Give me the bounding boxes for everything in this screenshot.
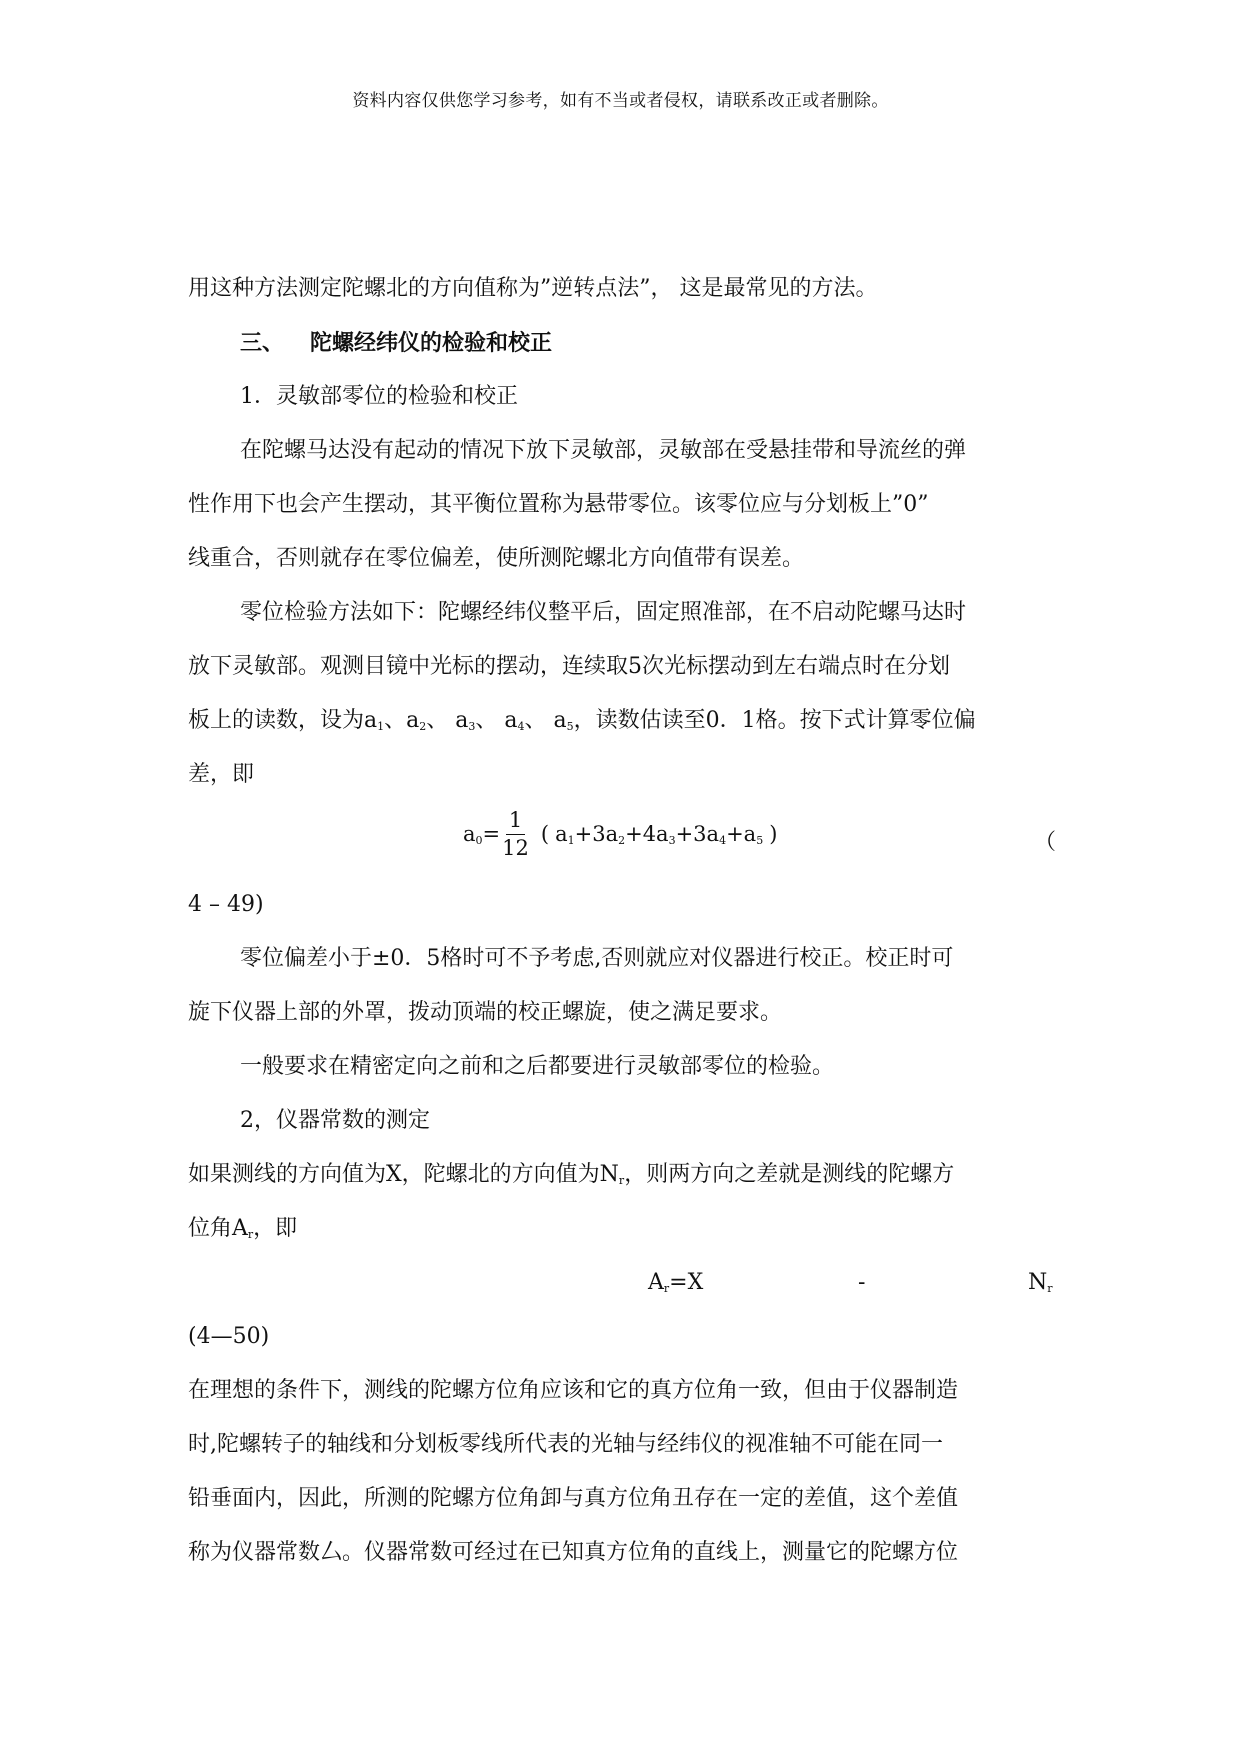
equation-number-open: （ [1033,830,1056,855]
paragraph-line: 零位偏差小于±0．5格时可不予考虑,否则就应对仪器进行校正。校正时可 [240,946,954,971]
paragraph-line: 差，即 [188,762,255,787]
equation-4-50 [188,1256,1068,1310]
paragraph-line: 用这种方法测定陀螺北的方向值称为”逆转点法”， 这是最常见的方法。 [188,276,878,301]
equation-number: 4 – 49) [188,892,264,917]
paragraph-line: 零位检验方法如下：陀螺经纬仪整平后，固定照准部，在不启动陀螺马达时 [240,600,967,625]
paragraph-line: 线重合，否则就存在零位偏差，使所测陀螺北方向值带有误差。 [188,546,805,571]
section-heading [188,316,1068,370]
equation-4-49 [188,802,1068,878]
equation-number: (4—50) [188,1324,270,1349]
paragraph-line: 板上的读数，设为$a_1$、$a_2$、 $a_3$、 $a_4$、 $a_5$，读数估读至0．1格。按下式计算零位偏 [188,708,976,733]
subsection-title: 2，仪器常数的测定 [240,1108,430,1133]
paragraph-line: 在陀螺马达没有起动的情况下放下灵敏部，灵敏部在受悬挂带和导流丝的弹 [240,438,967,463]
paragraph-line: 放下灵敏部。观测目镜中光标的摆动，连续取5次光标摆动到左右端点时在分划 [188,654,950,679]
section-title: 陀螺经纬仪的检验和校正 [310,330,553,356]
fraction: $\frac{1}{12}$ [502,807,529,860]
equation-minus: - [858,1270,866,1295]
paragraph-line: 旋下仪器上部的外罩，拨动顶端的校正螺旋，使之满足要求。 [188,1000,783,1025]
paragraph-line: 性作用下也会产生摆动，其平衡位置称为悬带零位。该零位应与分划板上”0” [188,492,929,517]
paragraph-line: 铅垂面内，因此，所测的陀螺方位角卸与真方位角丑存在一定的差值，这个差值 [188,1486,959,1511]
paragraph-line: 如果测线的方向值为X，陀螺北的方向值为$N_r$，则两方向之差就是测线的陀螺方 [188,1162,955,1187]
paragraph-line: 称为仪器常数厶。仪器常数可经过在已知真方位角的直线上，测量它的陀螺方位 [188,1540,959,1565]
paragraph-line: 位角$A_r$，即 [188,1216,298,1241]
document-body [188,262,1068,1580]
equation-lhs: $A_r=X$ [648,1270,704,1295]
page-header: 资料内容仅供您学习参考，如有不当或者侵权，请联系改正或者删除。 [352,91,889,111]
paragraph-line: 在理想的条件下，测线的陀螺方位角应该和它的真方位角一致，但由于仪器制造 [188,1378,959,1403]
section-number: 三、 [240,330,285,356]
equation-rhs: $N_r$ [1028,1270,1053,1295]
zero-offset-formula: $a_0=$ $\frac{1}{12}$ ( $a_1+3a_2+4a_3+3a_4+a_5$ ) [463,807,778,860]
paragraph-line: 时,陀螺转子的轴线和分划板零线所代表的光轴与经纬仪的视准轴不可能在同一 [188,1432,943,1457]
subsection-title: 1．灵敏部零位的检验和校正 [240,384,518,409]
reading-variables: $a_1$、$a_2$、 $a_3$、 $a_4$、 $a_5$ [364,708,574,733]
paragraph-line: 一般要求在精密定向之前和之后都要进行灵敏部零位的检验。 [240,1054,835,1079]
